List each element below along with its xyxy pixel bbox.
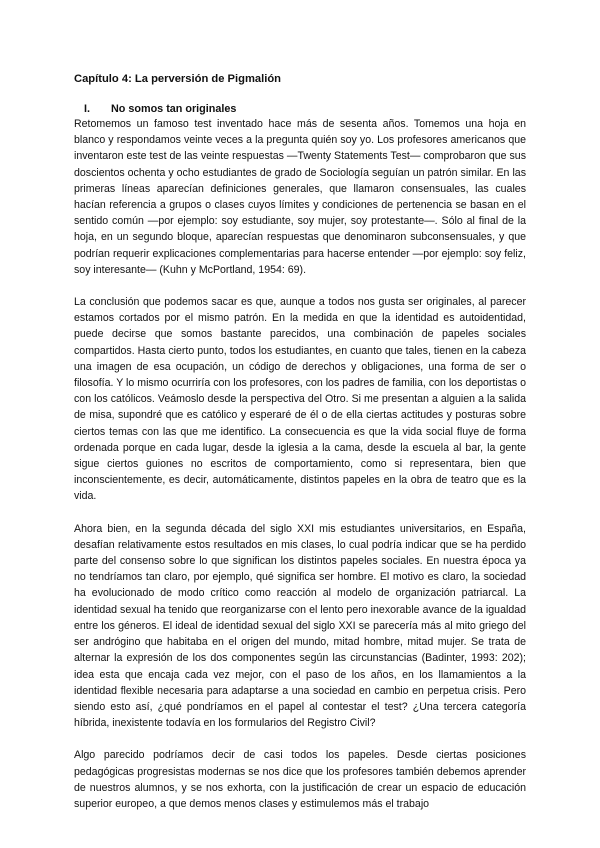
paragraph: Ahora bien, en la segunda década del siglo XXI mis estudiantes universitarios, en España, desafían relativamente estos resultados en mis clases, lo cual podría indicar que se ha perdido parte del consenso sobre lo que significan los distintos papeles sociales. En nuestra época ya no tendríamos tan claro, por ejemplo, qué significa ser hombre. El motivo es claro, la sociedad ha evolucionado de modo crítico como reacción al modelo de organización patriarcal. La identidad sexual ha tenido que reorganizarse con el lento pero inexorable avance de la igualdad entre los géneros. El ideal de identidad sexual del siglo XXI se parecería más al mito griego del ser andrógino que habitaba en el origen del mundo, mitad hombre, mitad mujer. Se trata de alternar la expresión de los dos componentes según las circunstancias (Badinter, 1993: 202); idea esta que encaja cada vez mejor, con el paso de los años, en los llamamientos a la identidad flexible necesaria para adaptarse a una sociedad en cambio en perpetua crisis. Pero siendo esto así, ¿qué pondríamos en el papel al contestar el test? ¿Una tercera categoría híbrida, inexistente todavía en los formularios del Registro Civil? <box>74 522 526 730</box>
paragraph: Retomemos un famoso test inventado hace más de sesenta años. Tomemos una hoja en blanco y respondamos veinte veces a la pregunta quién soy yo. Los profesores americanos que inventaron este test de las veinte respuestas —Twenty Statements Test— comprobaron que sus doscientos ochenta y ocho estudiantes de grado de Sociología seguían un patrón similar. En las primeras líneas aparecían definiciones generales, que llamaron consensuales, las cuales hacían referencia a grupos o clases cuyos límites y condiciones de pertenencia se basan en el sentido común —por ejemplo: soy estudiante, soy mujer, soy protestante—. Sólo al final de la hoja, en un segundo bloque, aparecían respuestas que denominaron subconsensuales, y que podrían requerir explicaciones complementarias para hacerse entender —por ejemplo: soy feliz, soy interesante— (Kuhn y McPortland, 1954: 69). <box>74 118 526 276</box>
paragraph: La conclusión que podemos sacar es que, aunque a todos nos gusta ser originales, al parecer estamos cortados por el mismo patrón. En la medida en que la identidad es autoidentidad, puede decirse que somos bastante parecidos, una combinación de papeles sociales compartidos. Hasta cierto punto, todos los estudiantes, en cuanto que tales, tienen en la cabeza una imagen de esa ocupación, un código de derechos y obligaciones, una forma de ser o filosofía. Y lo mismo ocurriría con los profesores, con los padres de familia, con los deportistas o con los católicos. Veámoslo desde la perspectiva del Otro. Si me presentan a alguien a la salida de misa, supondré que es católico y esperaré de él o de ella ciertas actitudes y posturas sobre ciertos temas con las que me identifico. La consecuencia es que la vida social fluye de forma ordenada porque en cada lugar, desde la iglesia a la cama, desde la escuela al bar, la gente sigue ciertos guiones no escritos de comportamiento, como si representara, bien que inconscientemente, es decir, automáticamente, distintos papeles en la obra de teatro que es la vida. <box>74 296 526 503</box>
page-content <box>74 72 526 812</box>
paragraph: Algo parecido podríamos decir de casi todos los papeles. Desde ciertas posiciones pedagógicas progresistas modernas se nos dice que los profesores también debemos aprender de nuestros alumnos, y se nos exhorta, con la justificación de crear un espacio de educación superior europeo, a que demos menos clases y estimulemos más el trabajo <box>74 749 526 810</box>
section-number: I. <box>84 103 90 115</box>
section-heading <box>74 102 526 116</box>
section-title: No somos tan originales <box>111 103 237 115</box>
chapter-title: Capítulo 4: La perversión de Pigmalión <box>74 73 282 85</box>
